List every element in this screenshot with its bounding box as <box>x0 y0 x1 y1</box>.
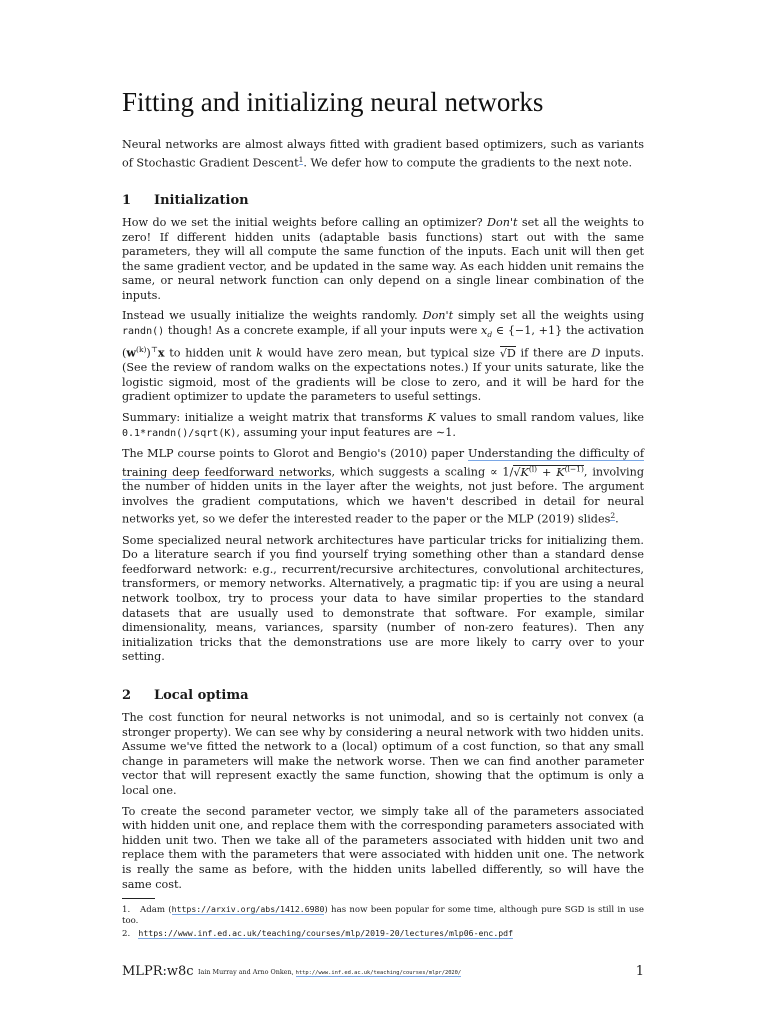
section-1-paragraph-1 <box>122 216 644 304</box>
text: Instead we usually initialize the weights randomly. <box>122 309 423 323</box>
intro-text-after: . We defer how to compute the gradients to the next note. <box>303 156 633 170</box>
text: the activation ( <box>122 324 644 360</box>
section-1-number: 1 <box>122 192 132 208</box>
mlp-slides-link[interactable]: https://www.inf.ed.ac.uk/teaching/courses/mlp/2019-20/lectures/mlp06-enc.pdf <box>138 928 514 939</box>
page-footer <box>122 964 644 984</box>
page-title: Fitting and initializing neural networks <box>122 87 544 117</box>
course-website-link[interactable]: http://www.inf.ed.ac.uk/teaching/courses/mlpr/2020/ <box>295 970 462 976</box>
glorot-bengio-paper-link[interactable]: Understanding the difficulty of training deep feedforward networks <box>122 447 644 479</box>
math-w: w <box>126 345 137 360</box>
text: . <box>615 513 619 527</box>
text: The MLP course points to Glorot and Bengio's (2010) paper <box>122 447 469 461</box>
text: Summary: initialize a weight matrix that transforms <box>122 411 428 425</box>
code-randn: randn() <box>122 326 165 338</box>
code-init-formula: 0.1*randn()/sqrt(K) <box>122 427 237 439</box>
math-D: D <box>591 346 601 360</box>
footer-authors <box>198 968 461 976</box>
math-superscript-l: (l) <box>528 463 538 473</box>
math-transpose: ⊤ <box>150 344 158 354</box>
text: Adam ( <box>140 905 172 916</box>
text: would have zero mean, but typical size <box>262 346 500 360</box>
section-2-paragraph-1: The cost function for neural networks is not unimodal, and so is certainly not convex (a stronger property). We can see why by considering a neural network with two hidden units. Assume we've fitted the network to a (local) optimum of a cost function, so that any small change in parameters will make the network worse. Then we can find another parameter vector that will represent exactly the same function, showing that the optimum is only a local one. <box>122 710 644 797</box>
footnote-rule <box>122 898 155 899</box>
math-superscript-k: (k) <box>136 344 147 354</box>
page-number: 1 <box>635 964 644 979</box>
emphasis: Don't <box>422 309 454 323</box>
text: though! As a concrete example, if all your inputs were <box>164 324 482 338</box>
section-2-heading <box>122 687 644 705</box>
math-plus-k: + K <box>537 465 565 479</box>
section-1-heading <box>122 192 644 210</box>
footnote-ref-1[interactable]: 1 <box>298 154 304 164</box>
text: if there are <box>515 346 592 360</box>
section-2-title: Local optima <box>154 687 249 703</box>
section-1-paragraph-3 <box>122 411 644 441</box>
math-sqrt-d: √D <box>499 346 516 360</box>
footnote-2 <box>122 928 644 940</box>
intro-text: Neural networks are almost always fitted with gradient based optimizers, such as variants of Stochastic Gradient Descent <box>122 138 644 170</box>
document-page <box>122 86 644 941</box>
footnote-1 <box>122 904 644 927</box>
section-1-paragraph-4 <box>122 447 644 527</box>
footnote-ref-2[interactable]: 2 <box>610 511 616 521</box>
math-set: ∈ {−1, +1} <box>492 324 563 338</box>
text: to hidden unit <box>164 346 257 360</box>
math-sqrt-k: √K <box>513 465 529 479</box>
text: values to small random values, like <box>435 411 644 425</box>
footnote-number: 2. <box>122 929 131 940</box>
text: , assuming your input features are ∼1. <box>236 425 456 439</box>
text: simply set all the weights using <box>453 309 645 323</box>
adam-arxiv-link[interactable]: https://arxiv.org/abs/1412.6980 <box>171 904 325 915</box>
text: , which suggests a scaling ∝ 1/ <box>331 465 514 479</box>
text: , involving the number of hidden units in the layer after the weights, not just before. The argument involves the gradient computations, which we haven't described in detail for neural networks yet, so we defer the interested reader to the paper or the MLP (2019) slides <box>122 465 645 527</box>
text: ) has now been popular for some time, although pure SGD is still in use too. <box>122 905 644 927</box>
footnote-number: 1. <box>122 905 131 916</box>
math-k: k <box>256 346 263 360</box>
section-1-title: Initialization <box>154 192 249 208</box>
math-superscript-l-minus-1: (l−1) <box>564 463 584 473</box>
section-2-paragraph-2: To create the second parameter vector, we simply take all of the parameters associated with hidden unit one, and replace them with the corresponding parameters associated with hidden unit two. Then we take all of the parameters associated with hidden unit two and replace them with the parameters that were associated with hidden unit one. The network is really the same as before, with the hidden units labelled differently, so will have the same cost. <box>122 804 644 891</box>
section-1-paragraph-2 <box>122 309 644 405</box>
math-subscript-d: d <box>487 330 493 340</box>
section-1-paragraph-5: Some specialized neural network architectures have particular tricks for initializing them. Do a literature search if you find yourself trying something other than a standard dense feedforward network: e.g., recurrent/recursive architectures, convolutional architectures, transformers, or memory networks. Alternatively, a pragmatic tip: if you are using a neural network toolbox, try to process your data to have similar properties to the standard datasets that are usually used to demonstrate that software. For example, similar dimensionality, means, variances, sparsity (number of non-zero features). Then any initialization tricks that the demonstrations use are more likely to carry over to your setting. <box>122 533 644 664</box>
math-paren: ) <box>146 346 151 360</box>
math-x-bold: x <box>157 345 165 360</box>
intro-paragraph <box>122 138 644 171</box>
footnotes <box>122 904 644 940</box>
math-K: K <box>427 411 436 425</box>
text: inputs. (See the review of random walks on the expectations notes.) If your units saturate, like the logistic sigmoid, most of the gradients will be close to zero, and it will be hard for the gradient optimizer to update the parameters to useful settings. <box>122 346 645 404</box>
math-x: x <box>481 324 488 338</box>
authors-text: Iain Murray and Arno Onken, <box>198 968 296 976</box>
section-2-number: 2 <box>122 687 132 703</box>
text: How do we set the initial weights before calling an optimizer? <box>122 215 488 229</box>
course-code: MLPR:w8c <box>122 964 194 979</box>
emphasis: Don't <box>487 215 518 229</box>
text: set all the weights to zero! If different hidden units (adaptable basis functions) start out with the same parameters, they will all compute the same function of the inputs. Each unit will then get the same gradient vector, and be updated in the same way. As each hidden unit remains the same, or neural network function can only depend on a single linear combination of the inputs. <box>122 215 644 302</box>
